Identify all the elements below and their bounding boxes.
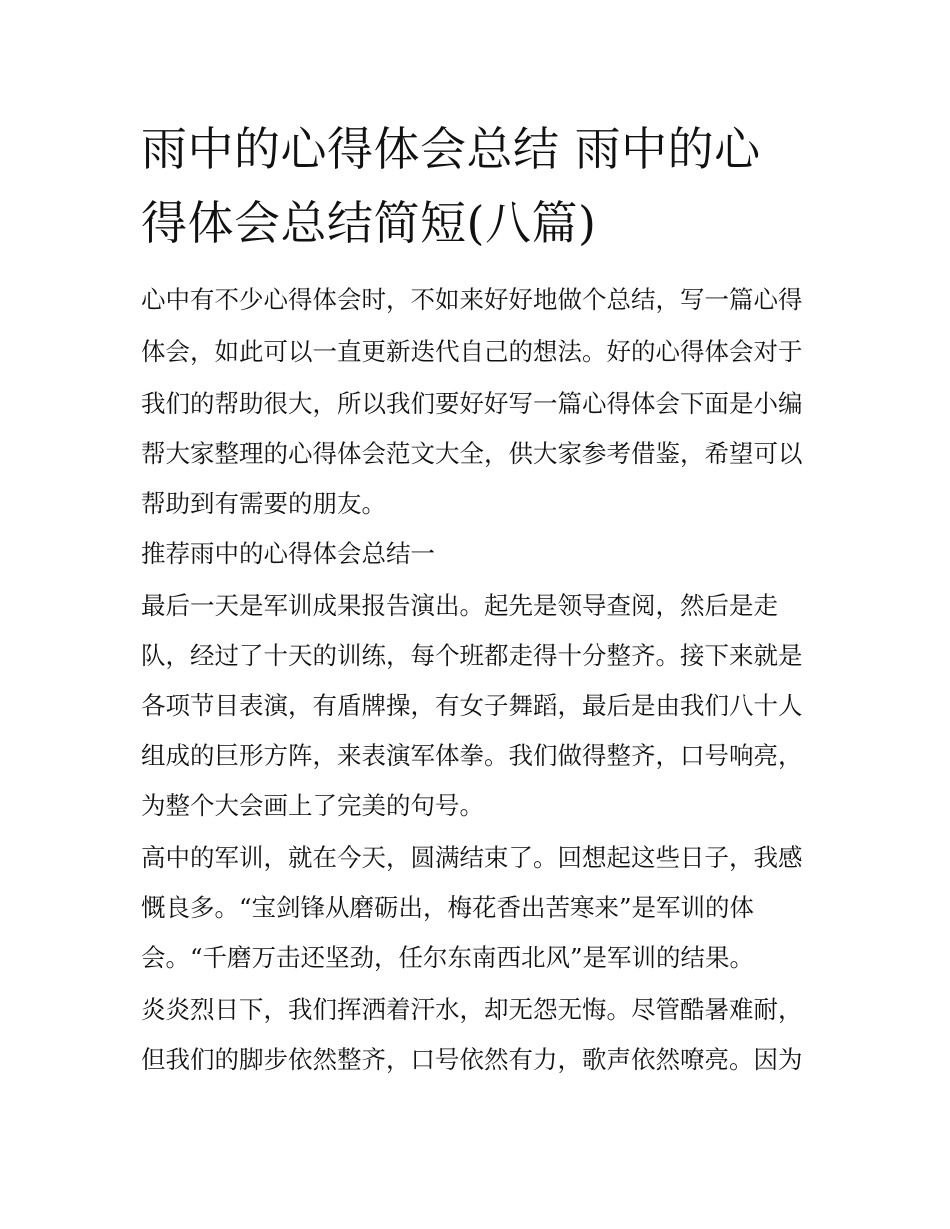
intro-paragraph-line: 心中有不少心得体会时，不如来好好地做个总结，写一篇心得: [141, 285, 803, 314]
body-paragraph-line: 组成的巨形方阵，来表演军体拳。我们做得整齐，口号响亮，: [141, 741, 803, 770]
intro-paragraph-line: 我们的帮助很大，所以我们要好好写一篇心得体会下面是小编: [141, 389, 803, 418]
body-paragraph-line: 为整个大会画上了完美的句号。: [141, 791, 484, 820]
body-paragraph-line: 炎炎烈日下，我们挥洒着汗水，却无怨无悔。尽管酷暑难耐，: [141, 995, 803, 1024]
body-paragraph-line: 队，经过了十天的训练，每个班都走得十分整齐。接下来就是: [141, 641, 803, 670]
intro-paragraph-line: 帮大家整理的心得体会范文大全，供大家参考借鉴，希望可以: [141, 439, 803, 468]
section-heading: 推荐雨中的心得体会总结一: [141, 539, 435, 568]
intro-paragraph-line: 体会，如此可以一直更新迭代自己的想法。好的心得体会对于: [141, 337, 803, 366]
body-paragraph-line: 会。“千磨万击还坚劲，任尔东南西北风”是军训的结果。: [141, 943, 755, 972]
document-title-line-2: 得体会总结简短(八篇): [141, 196, 597, 250]
body-paragraph-line: 但我们的脚步依然整齐，口号依然有力，歌声依然嘹亮。因为: [141, 1045, 803, 1074]
body-paragraph-line: 最后一天是军训成果报告演出。起先是领导查阅，然后是走: [141, 591, 778, 620]
intro-paragraph-line: 帮助到有需要的朋友。: [141, 489, 386, 518]
body-paragraph-line: 慨良多。“宝剑锋从磨砺出，梅花香出苦寒来”是军训的体: [141, 893, 755, 922]
document-title-line-1: 雨中的心得体会总结 雨中的心: [141, 122, 761, 176]
body-paragraph-line: 各项节目表演，有盾牌操，有女子舞蹈，最后是由我们八十人: [141, 691, 803, 720]
body-paragraph-line: 高中的军训，就在今天，圆满结束了。回想起这些日子，我感: [141, 843, 803, 872]
